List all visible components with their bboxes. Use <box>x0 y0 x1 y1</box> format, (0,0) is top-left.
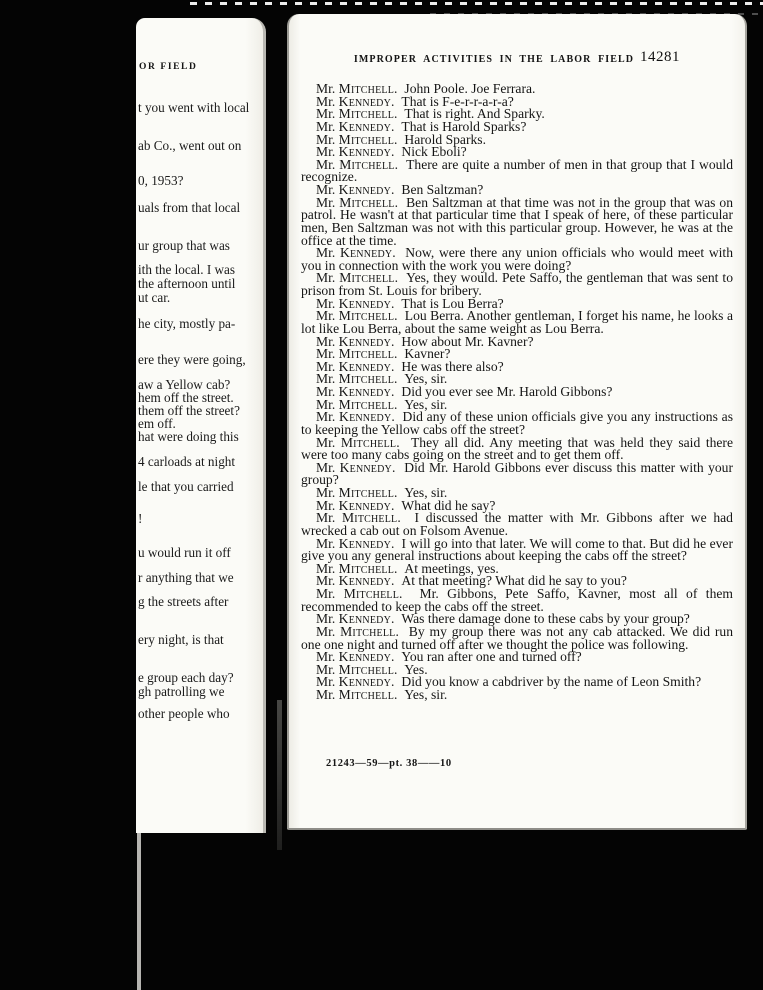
transcript-paragraph: Mr. Mitchell. Yes, they would. Pete Saffo, the gentleman that was sent to prison from St. Louis for bribery. <box>301 270 733 298</box>
left-page-line-fragment: ith the local. I was <box>138 262 236 277</box>
transcript-paragraph: Mr. Kennedy. How about Mr. Kavner? <box>316 333 534 349</box>
left-page-line-fragment: 4 carloads at night <box>138 454 236 469</box>
left-page-line-fragment: the afternoon until <box>138 276 236 291</box>
transcript-paragraph: Mr. Mitchell. Lou Berra. Another gentleman, I forget his name, he looks a lot like Lou Berra, about the same weight as Lou Berra. <box>301 308 733 336</box>
page-number: 14281 <box>640 49 680 65</box>
transcript-paragraph: Mr. Mitchell. Mr. Gibbons, Pete Saffo, Kavner, most all of them recommended to keep the cabs off the street. <box>301 586 733 614</box>
transcript-paragraph: Mr. Mitchell. I discussed the matter with Mr. Gibbons after we had wrecked a cab out on Folsom Avenue. <box>301 510 733 538</box>
transcript-paragraph: Mr. Mitchell. By my group there was not any cab attacked. We did run one one night and turned off after we thought the police was following. <box>301 623 733 652</box>
left-page-line-fragment: other people who <box>138 706 230 721</box>
left-page-line-fragment: le that you carried <box>138 479 234 494</box>
left-page-line-fragment: ut car. <box>138 290 171 305</box>
transcript-paragraph: Mr. Kennedy. He was there also? <box>316 358 504 374</box>
left-page-line-fragment: hem off the street. <box>138 390 234 405</box>
left-page-line-fragment: 0, 1953? <box>138 173 184 188</box>
left-page-line-fragment: aw a Yellow cab? <box>138 377 231 392</box>
transcript-paragraph: Mr. Mitchell. Harold Sparks. <box>316 131 486 147</box>
left-page-line-fragment: hat were doing this <box>138 429 239 444</box>
transcript-paragraph: Mr. Mitchell. Kavner? <box>316 346 451 362</box>
transcript-paragraph: Mr. Kennedy. That is Lou Berra? <box>316 295 504 311</box>
left-page-line-fragment: uals from that local <box>138 200 241 215</box>
transcript-paragraph: Mr. Kennedy. Now, were there any union officials who would meet with you in connection with the work you were doing? <box>301 245 733 273</box>
left-page-line-fragment: ery night, is that <box>138 632 224 647</box>
transcript-paragraph: Mr. Kennedy. Did Mr. Harold Gibbons ever discuss this matter with your group? <box>301 459 733 488</box>
transcript-paragraph: Mr. Kennedy. Ben Saltzman? <box>316 182 484 197</box>
transcript-paragraph: Mr. Mitchell. Yes, sir. <box>316 371 448 387</box>
print-code: 21243—59—pt. 38——10 <box>326 758 452 769</box>
gutter-smudge <box>277 700 282 850</box>
transcript-paragraph: Mr. Kennedy. Did you know a cabdriver by the name of Leon Smith? <box>316 674 702 690</box>
transcript-paragraph: Mr. Kennedy. That is Harold Sparks? <box>316 118 527 134</box>
left-page-line-fragment: t you went with local <box>138 100 250 115</box>
page-edge-line <box>137 833 141 990</box>
film-edge-marks-icon <box>190 2 763 5</box>
running-head: IMPROPER ACTIVITIES IN THE LABOR FIELD <box>353 54 635 65</box>
transcript-paragraph: Mr. Mitchell. Yes, sir. <box>316 485 448 500</box>
left-page-line-fragment: r anything that we <box>138 570 234 585</box>
transcript-paragraph: Mr. Mitchell. Yes, sir. <box>316 687 448 702</box>
left-page-running-head: OR FIELD <box>139 62 198 72</box>
transcript-paragraph: Mr. Mitchell. Yes, sir. <box>316 396 448 412</box>
left-page-line-fragment: he city, mostly pa- <box>138 316 236 331</box>
right-page <box>287 14 747 830</box>
left-page-line-fragment: ere they were going, <box>138 352 246 367</box>
left-page-line-fragment: g the streets after <box>138 594 229 609</box>
left-page-line-fragment: them off the street? <box>138 403 240 418</box>
left-page-line-fragment: em off. <box>138 416 176 431</box>
transcript-paragraph: Mr. Mitchell. John Poole. Joe Ferrara. <box>316 81 536 96</box>
transcript-paragraph: Mr. Mitchell. At meetings, yes. <box>316 560 499 576</box>
transcript-paragraph: Mr. Kennedy. I will go into that later. We will come to that. But did he ever give you any general instructions about keeping the cabs off the street? <box>301 535 733 564</box>
transcript-paragraph: Mr. Kennedy. At that meeting? What did he say to you? <box>316 573 627 589</box>
left-page-line-fragment: e group each day? <box>138 670 234 685</box>
transcript-paragraph: Mr. Kennedy. What did he say? <box>316 497 496 513</box>
transcript-paragraph: Mr. Kennedy. You ran after one and turned off? <box>316 649 582 665</box>
transcript-paragraph: Mr. Mitchell. Yes. <box>316 661 428 677</box>
left-page-line-fragment: ur group that was <box>138 238 230 253</box>
transcript-body <box>301 83 733 702</box>
transcript-paragraph: Mr. Mitchell. That is right. And Sparky. <box>316 106 545 122</box>
transcript-paragraph: Mr. Kennedy. Did you ever see Mr. Harold Gibbons? <box>316 384 613 399</box>
transcript-paragraph: Mr. Kennedy. Nick Eboli? <box>316 144 467 160</box>
transcript-paragraph: Mr. Kennedy. That is F-e-r-r-a-r-a? <box>316 93 514 109</box>
transcript-paragraph: Mr. Mitchell. They all did. Any meeting that was held they said there were too many cabs going on the street and to get them off. <box>301 434 733 463</box>
transcript-paragraph: Mr. Mitchell. There are quite a number of men in that group that I would recognize. <box>301 156 733 185</box>
transcript-paragraph: Mr. Kennedy. Was there damage done to these cabs by your group? <box>316 611 690 627</box>
left-page-line-fragment: u would run it off <box>138 545 231 560</box>
left-page-line-fragment: ab Co., went out on <box>138 138 242 153</box>
transcript-paragraph: Mr. Kennedy. Did any of these union officials give you any instructions as to keeping the Yellow cabs off the street? <box>301 409 733 437</box>
left-page-line-fragment: gh patrolling we <box>138 684 225 699</box>
left-page-fragment <box>136 18 266 833</box>
transcript-paragraph: Mr. Mitchell. Ben Saltzman at that time was not in the group that was on patrol. He wasn't at that particular time that I speak of here, of these particular men, Ben Saltzman was not with this particular group. However, he was at the office at the time. <box>301 194 733 248</box>
left-page-line-fragment: ! <box>138 511 143 526</box>
